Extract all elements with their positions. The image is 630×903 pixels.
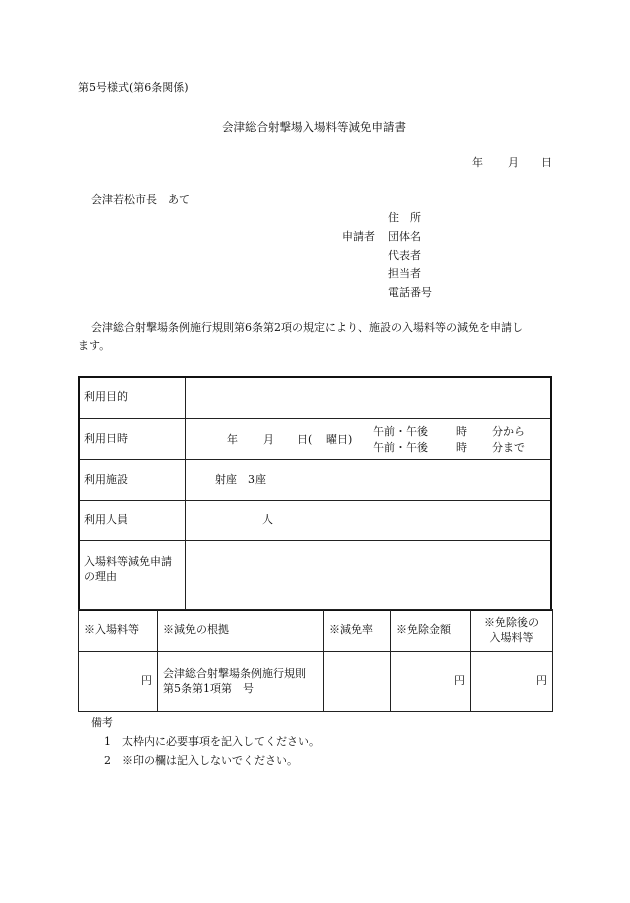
datetime-label: 利用日時 [79, 419, 186, 460]
rate-value-cell [324, 652, 391, 712]
body-line-2: ます。 [78, 339, 111, 352]
basis-header: ※減免の根拠 [158, 610, 324, 652]
notes-heading: 備考 [91, 716, 113, 729]
dt-minute-start: 分から [492, 425, 525, 438]
after-exemption-cell [471, 652, 553, 712]
dt-minute-end: 分まで [492, 441, 525, 454]
purpose-label: 利用目的 [79, 377, 186, 419]
people-label: 利用人員 [79, 501, 186, 541]
org-name-label: 団体名 [388, 230, 421, 243]
reason-label-line-1: 入場料等減免申請 [84, 555, 172, 568]
representative-label: 代表者 [388, 249, 421, 262]
form-number: 第5号様式(第6条関係) [78, 81, 189, 94]
dt-weekday: 曜日) [326, 433, 353, 446]
phone-number-label: 電話番号 [388, 286, 432, 299]
fee-office-table [78, 609, 553, 712]
basis-line-2: 第5条第1項第 号 [163, 681, 254, 695]
dt-day: 日( [297, 433, 313, 446]
fee-header: ※入場料等 [79, 610, 158, 652]
people-unit: 人 [262, 513, 273, 527]
exempt-amount-unit: 円 [454, 674, 465, 688]
after-exemption-header [471, 610, 553, 652]
fee-value-row [79, 652, 553, 712]
fee-header-row [79, 610, 553, 652]
reason-row [79, 541, 552, 609]
after-exemption-unit: 円 [536, 674, 547, 688]
reason-label-line-2: の理由 [84, 569, 117, 583]
rate-header: ※減免率 [324, 610, 391, 652]
date-month-label: 月 [508, 156, 519, 169]
reason-label [79, 541, 186, 609]
purpose-field[interactable] [186, 377, 552, 419]
addressee: 会津若松市長 あて [91, 193, 190, 206]
after-exemption-header-line-2: 入場料等 [489, 630, 534, 644]
dt-hour-end: 時 [456, 441, 467, 454]
purpose-row [79, 377, 552, 419]
exempt-amount-header: ※免除金額 [391, 610, 471, 652]
dt-ampm-end: 午前・午後 [373, 441, 428, 454]
facility-value: 射座 3座 [215, 472, 266, 486]
body-line-1: 会津総合射撃場条例施行規則第6条第2項の規定により、施設の入場料等の減免を申請し [91, 321, 523, 334]
dt-ampm-start: 午前・午後 [373, 425, 428, 438]
datetime-row [79, 419, 552, 460]
basis-value-cell [158, 652, 324, 712]
dt-hour-start: 時 [456, 425, 467, 438]
applicant-heading: 申請者 [342, 230, 375, 243]
note-item: 1 太枠内に必要事項を記入してください。 [104, 735, 320, 748]
date-year-label: 年 [472, 156, 483, 169]
fee-unit: 円 [141, 674, 152, 688]
after-exemption-header-line-1: ※免除後の [484, 615, 539, 629]
people-field[interactable] [186, 501, 552, 541]
date-day-label: 日 [541, 156, 552, 169]
people-row [79, 501, 552, 541]
facility-field[interactable] [186, 460, 552, 501]
exempt-amount-cell [391, 652, 471, 712]
dt-year: 年 [227, 433, 238, 446]
page-title: 会津総合射撃場入場料等減免申請書 [222, 120, 406, 134]
basis-line-1: 会津総合射撃場条例施行規則 [163, 666, 306, 680]
dt-month: 月 [263, 433, 274, 446]
datetime-field[interactable] [186, 419, 552, 460]
facility-row [79, 460, 552, 501]
contact-person-label: 担当者 [388, 267, 421, 280]
application-form-table [78, 376, 552, 609]
fee-value-cell [79, 652, 158, 712]
reason-field[interactable] [186, 541, 552, 609]
facility-label: 利用施設 [79, 460, 186, 501]
note-item: 2 ※印の欄は記入しないでください。 [104, 754, 298, 767]
address-label: 住 所 [388, 211, 421, 224]
